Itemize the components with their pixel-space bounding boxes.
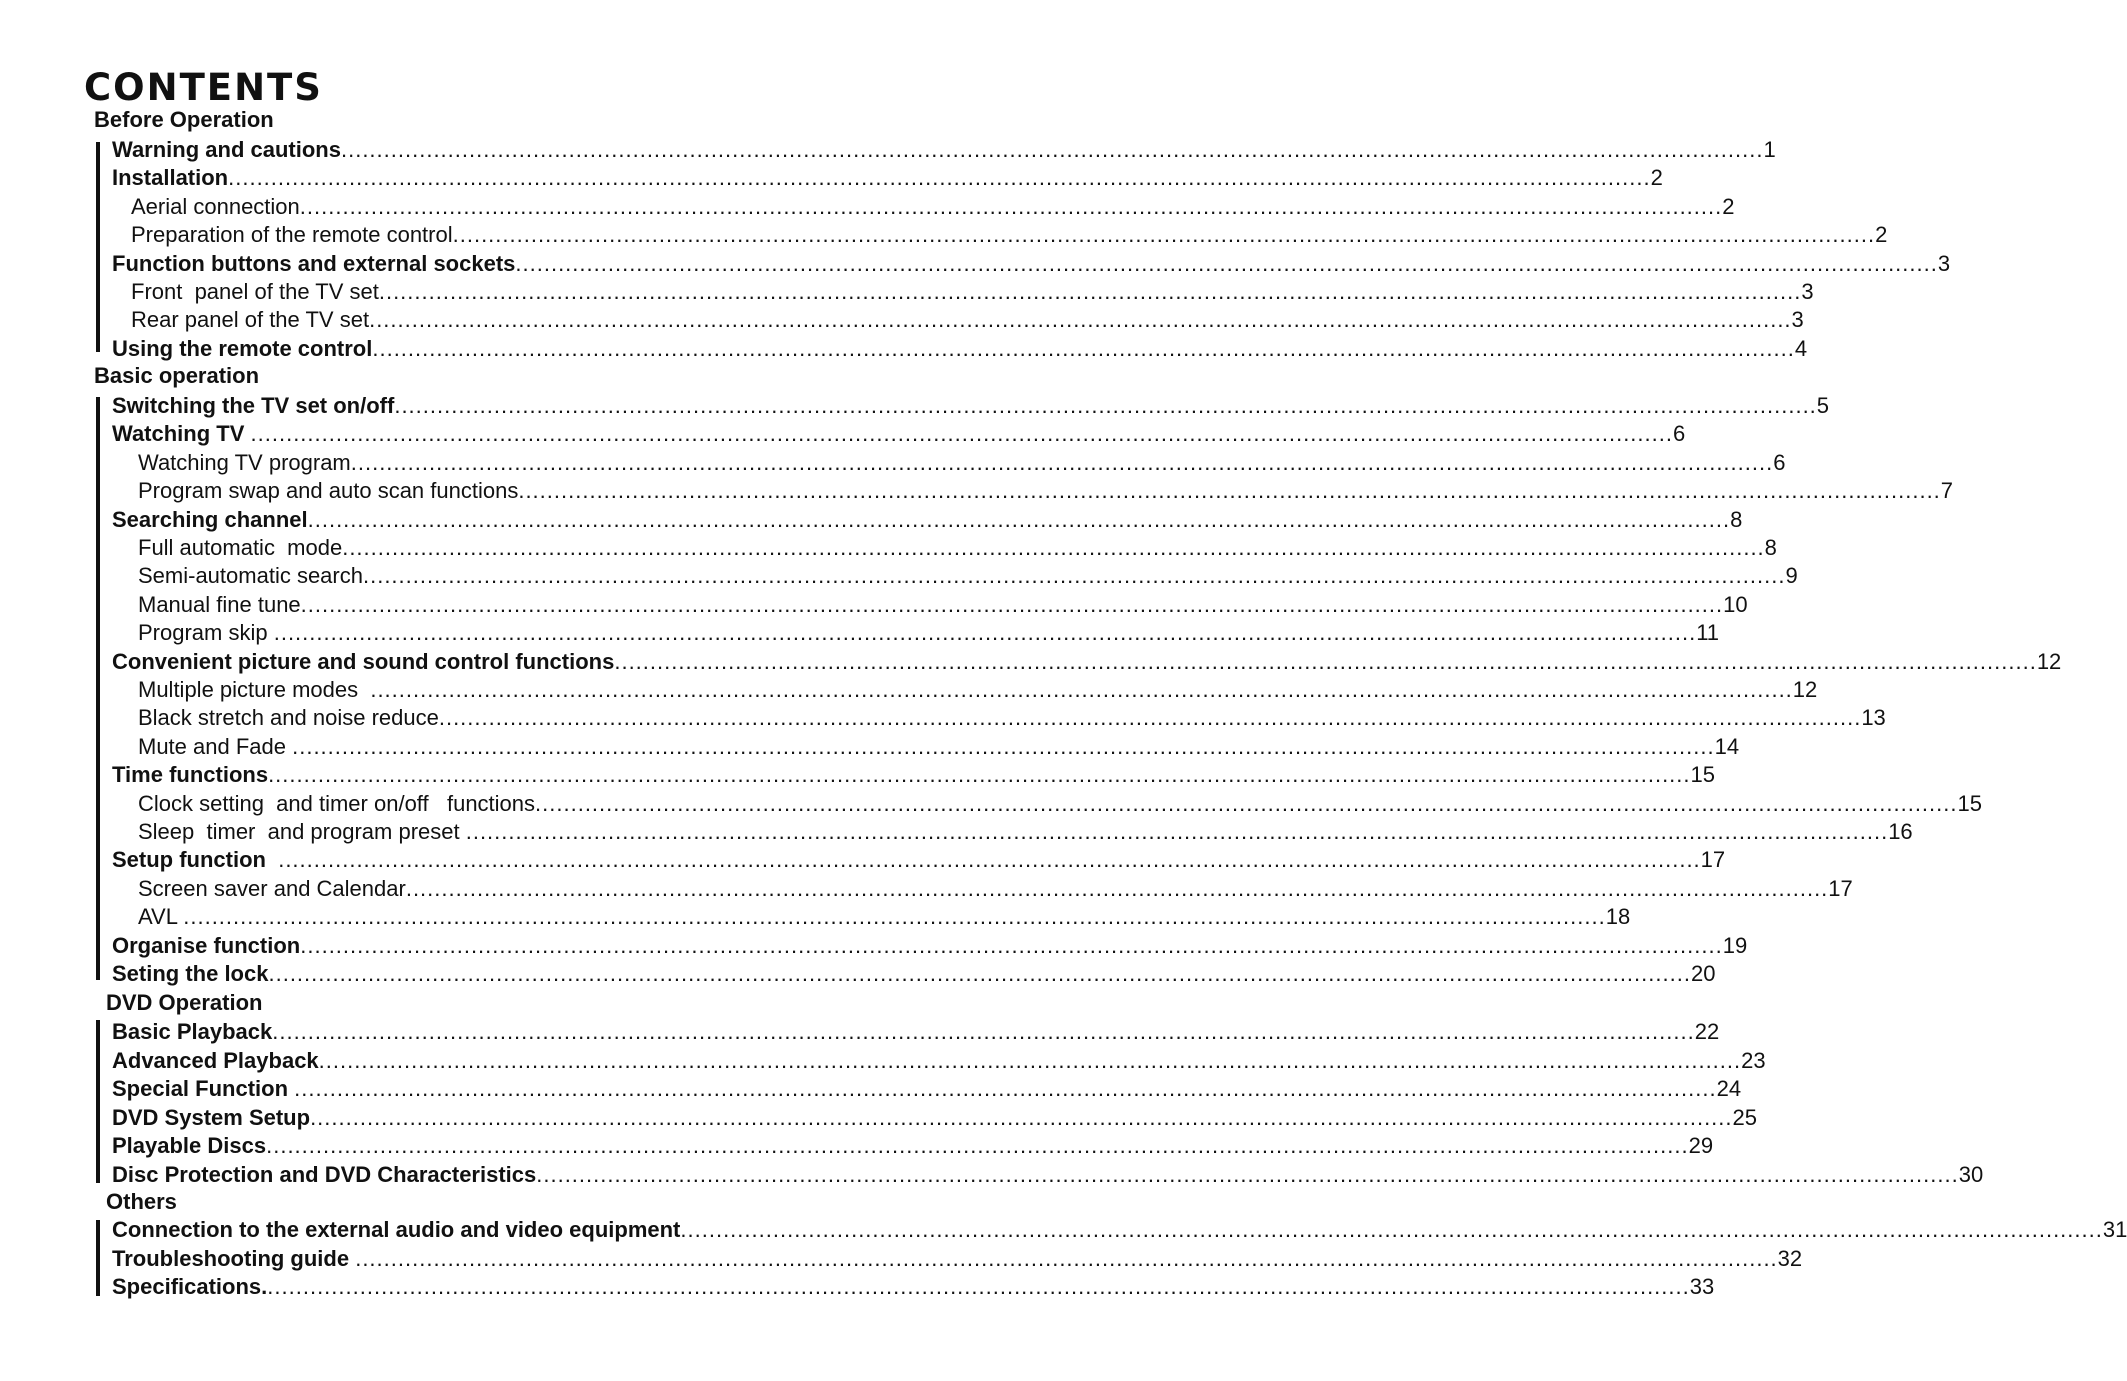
toc-entry-page-number: 12	[2036, 648, 2062, 674]
toc-entry-page-number: 4	[1794, 335, 1808, 361]
toc-entry[interactable]	[112, 136, 1776, 164]
toc-entry[interactable]	[112, 1075, 1742, 1103]
dot-leader: ........................................................................................................................................................................................................	[350, 449, 1774, 475]
toc-entry[interactable]	[112, 250, 1951, 278]
toc-entry-label: Mute and Fade	[138, 733, 293, 759]
toc-entry-label: Watching TV	[112, 421, 251, 447]
toc-entry-label: Multiple picture modes	[138, 677, 371, 702]
toc-entry-label: Program skip	[138, 620, 274, 646]
toc-entry-label: Advanced Playback	[112, 1047, 319, 1073]
toc-entry-page-number: 5	[1816, 393, 1830, 418]
dot-leader: ........................................................................................................................................................................................................	[183, 904, 1606, 930]
toc-entry-label: Function buttons and external sockets	[112, 250, 516, 276]
dot-leader: ........................................................................................................................................................................................................	[515, 250, 1938, 276]
dot-leader: ........................................................................................................................................................................................................	[300, 932, 1723, 958]
dot-leader: ........................................................................................................................................................................................................	[228, 165, 1651, 191]
toc-entry[interactable]	[112, 1161, 1984, 1189]
dot-leader: ........................................................................................................................................................................................................	[294, 1076, 1717, 1101]
toc-entry-label: Aerial connection	[131, 193, 300, 219]
toc-entry-label: Disc Protection and DVD Characteristics	[112, 1161, 537, 1187]
dot-leader: ........................................................................................................................................................................................................	[250, 421, 1673, 447]
toc-entry-label: Specifications.	[112, 1274, 268, 1299]
toc-entry-label: Sleep timer and program preset	[138, 819, 466, 844]
toc-entry-label: Rear panel of the TV set	[131, 307, 370, 333]
dot-leader: ........................................................................................................................................................................................................	[465, 819, 1889, 844]
toc-entry-page-number: 10	[1723, 591, 1748, 617]
toc-entry-label: Watching TV program	[138, 449, 351, 475]
toc-entry-label: Special Function	[112, 1076, 295, 1101]
toc-entry-label: Manual fine tune	[138, 591, 301, 617]
toc-entry-page-number: 31	[2102, 1217, 2127, 1242]
toc-entry[interactable]	[138, 477, 1954, 505]
dot-leader: ........................................................................................................................................................................................................	[340, 137, 1764, 162]
dot-leader: ........................................................................................................................................................................................................	[362, 563, 1786, 589]
toc-entry[interactable]	[138, 903, 1631, 931]
toc-entry-page-number: 16	[1888, 819, 1913, 844]
toc-entry-label: Front panel of the TV set	[131, 279, 379, 304]
section-heading-before-operation: Before Operation	[94, 107, 274, 132]
toc-entry-page-number: 29	[1688, 1133, 1714, 1158]
toc-entry-page-number: 33	[1689, 1274, 1715, 1299]
dot-leader: ........................................................................................................................................................................................................	[342, 535, 1765, 560]
dot-leader: ........................................................................................................................................................................................................	[292, 733, 1715, 759]
dot-leader: ........................................................................................................................................................................................................	[518, 478, 1941, 504]
toc-entry[interactable]	[112, 1245, 1803, 1273]
toc-entry[interactable]	[112, 335, 1808, 363]
toc-entry-label: Screen saver and Calendar	[138, 875, 406, 901]
toc-entry[interactable]	[112, 420, 1686, 448]
dot-leader: ........................................................................................................................................................................................................	[267, 1274, 1690, 1299]
toc-entry-page-number: 22	[1694, 1019, 1720, 1044]
toc-entry[interactable]	[138, 562, 1798, 590]
toc-entry-label: Searching channel	[112, 506, 308, 532]
dot-leader: ........................................................................................................................................................................................................	[300, 591, 1724, 617]
toc-entry-page-number: 7	[1940, 478, 1954, 504]
toc-entry-label: Troubleshooting guide	[112, 1245, 356, 1271]
dot-leader: ........................................................................................................................................................................................................	[405, 875, 1829, 901]
toc-entry-label: Setup function	[112, 847, 279, 873]
toc-entry-page-number: 32	[1777, 1245, 1803, 1271]
toc-entry-page-number: 2	[1875, 222, 1888, 248]
toc-entry[interactable]	[131, 278, 1814, 306]
toc-entry[interactable]	[131, 221, 1888, 249]
toc-entry-page-number: 17	[1700, 847, 1726, 873]
toc-entry-label: Basic Playback	[112, 1019, 273, 1044]
toc-entry-page-number: 14	[1714, 733, 1740, 759]
dot-leader: ........................................................................................................................................................................................................	[266, 1133, 1689, 1158]
dot-leader: ........................................................................................................................................................................................................	[370, 677, 1793, 702]
toc-entry-page-number: 11	[1696, 620, 1720, 646]
toc-entry-page-number: 19	[1722, 932, 1748, 958]
dot-leader: ........................................................................................................................................................................................................	[438, 705, 1862, 731]
toc-entry-page-number: 6	[1773, 449, 1786, 475]
toc-entry[interactable]	[131, 193, 1735, 221]
toc-entry-page-number: 6	[1672, 421, 1686, 447]
dot-leader: ........................................................................................................................................................................................................	[273, 620, 1697, 646]
dot-leader: ........................................................................................................................................................................................................	[536, 1161, 1959, 1187]
dot-leader: ........................................................................................................................................................................................................	[355, 1245, 1778, 1271]
toc-entry-page-number: 2	[1650, 165, 1663, 191]
dot-leader: ........................................................................................................................................................................................................	[372, 335, 1795, 361]
toc-entry[interactable]	[138, 619, 1720, 647]
dot-leader: ........................................................................................................................................................................................................	[310, 1104, 1733, 1130]
toc-entry-page-number: 3	[1801, 279, 1814, 304]
dot-leader: ........................................................................................................................................................................................................	[278, 847, 1701, 873]
toc-entry[interactable]	[112, 1132, 1714, 1160]
toc-entry[interactable]	[138, 875, 1853, 903]
toc-entry-page-number: 25	[1732, 1104, 1758, 1130]
toc-entry[interactable]	[112, 648, 2062, 676]
toc-entry-label: Black stretch and noise reduce	[138, 705, 439, 731]
toc-entry[interactable]	[112, 846, 1726, 874]
toc-entry-page-number: 12	[1792, 677, 1818, 702]
section-heading-others: Others	[106, 1189, 177, 1214]
dot-leader: ........................................................................................................................................................................................................	[307, 506, 1731, 532]
dot-leader: ........................................................................................................................................................................................................	[299, 193, 1723, 219]
toc-entry-label: Seting the lock	[112, 961, 269, 986]
toc-entry-label: Using the remote control	[112, 335, 373, 361]
toc-entry-page-number: 9	[1785, 563, 1798, 589]
toc-entry-page-number: 20	[1690, 961, 1716, 986]
toc-entry[interactable]	[112, 1216, 2127, 1244]
toc-entry-label: Clock setting and timer on/off functions	[138, 790, 536, 816]
toc-entry[interactable]	[112, 1104, 1758, 1132]
toc-entry-label: Installation	[112, 165, 229, 191]
page-title: CONTENTS	[84, 66, 323, 109]
toc-entry-page-number: 3	[1937, 250, 1951, 276]
toc-entry[interactable]	[138, 534, 1777, 562]
dot-leader: ........................................................................................................................................................................................................	[680, 1217, 2103, 1242]
dot-leader: ........................................................................................................................................................................................................	[268, 961, 1691, 986]
toc-entry-page-number: 8	[1730, 506, 1743, 532]
toc-entry-page-number: 15	[1690, 762, 1716, 788]
toc-entry-label: Program swap and auto scan functions	[138, 478, 519, 504]
toc-entry-page-number: 17	[1828, 875, 1853, 901]
toc-entry-page-number: 13	[1861, 705, 1886, 731]
dot-leader: ........................................................................................................................................................................................................	[378, 279, 1802, 304]
toc-entry-label: Full automatic mode	[138, 535, 343, 560]
toc-entry-label: Playable Discs	[112, 1133, 267, 1158]
toc-entry-label: Organise function	[112, 932, 301, 958]
dot-leader: ........................................................................................................................................................................................................	[452, 222, 1876, 248]
dot-leader: ........................................................................................................................................................................................................	[369, 307, 1792, 333]
toc-entry-label: AVL	[138, 904, 184, 930]
toc-entry[interactable]	[112, 1018, 1720, 1046]
section-heading-dvd-operation: DVD Operation	[106, 990, 263, 1015]
dot-leader: ........................................................................................................................................................................................................	[394, 393, 1817, 418]
toc-entry-label: Connection to the external audio and video equipment	[112, 1217, 681, 1242]
toc-entry-label: Time functions	[112, 762, 269, 788]
toc-entry[interactable]	[138, 449, 1786, 477]
toc-entry-page-number: 23	[1741, 1047, 1766, 1073]
toc-entry[interactable]	[112, 960, 1716, 988]
toc-entry[interactable]	[138, 591, 1748, 619]
toc-entry-page-number: 24	[1716, 1076, 1742, 1101]
dot-leader: ........................................................................................................................................................................................................	[535, 790, 1958, 816]
toc-entry-page-number: 1	[1763, 137, 1776, 162]
toc-entry-page-number: 3	[1791, 307, 1804, 333]
dot-leader: ........................................................................................................................................................................................................	[614, 648, 2037, 674]
toc-entry[interactable]	[112, 1273, 1715, 1301]
toc-entry-label: Switching the TV set on/off	[112, 393, 395, 418]
toc-entry[interactable]	[112, 164, 1663, 192]
toc-entry-label: Semi-automatic search	[138, 563, 363, 589]
toc-entry[interactable]	[138, 676, 1818, 704]
toc-entry-page-number: 18	[1605, 904, 1631, 930]
toc-entry-page-number: 8	[1764, 535, 1777, 560]
dot-leader: ........................................................................................................................................................................................................	[272, 1019, 1695, 1044]
toc-entry[interactable]	[138, 704, 1886, 732]
toc-entry-label: Warning and cautions	[112, 137, 341, 162]
toc-entry[interactable]	[112, 761, 1716, 789]
toc-entry[interactable]	[112, 506, 1743, 534]
toc-entry[interactable]	[138, 818, 1913, 846]
toc-entry-label: DVD System Setup	[112, 1104, 311, 1130]
toc-entry[interactable]	[112, 1047, 1766, 1075]
toc-entry[interactable]	[138, 733, 1740, 761]
toc-entry-page-number: 15	[1957, 790, 1982, 816]
toc-entry-page-number: 30	[1958, 1161, 1984, 1187]
dot-leader: ........................................................................................................................................................................................................	[318, 1047, 1742, 1073]
toc-entry[interactable]	[131, 306, 1804, 334]
toc-entry-label: Preparation of the remote control	[131, 222, 453, 248]
toc-entry[interactable]	[138, 790, 1982, 818]
toc-entry-page-number: 2	[1722, 193, 1735, 219]
toc-entry[interactable]	[112, 392, 1830, 420]
section-heading-basic-operation: Basic operation	[94, 363, 260, 388]
dot-leader: ........................................................................................................................................................................................................	[268, 762, 1691, 788]
toc-entry[interactable]	[112, 932, 1748, 960]
toc-entry-label: Convenient picture and sound control functions	[112, 648, 615, 674]
